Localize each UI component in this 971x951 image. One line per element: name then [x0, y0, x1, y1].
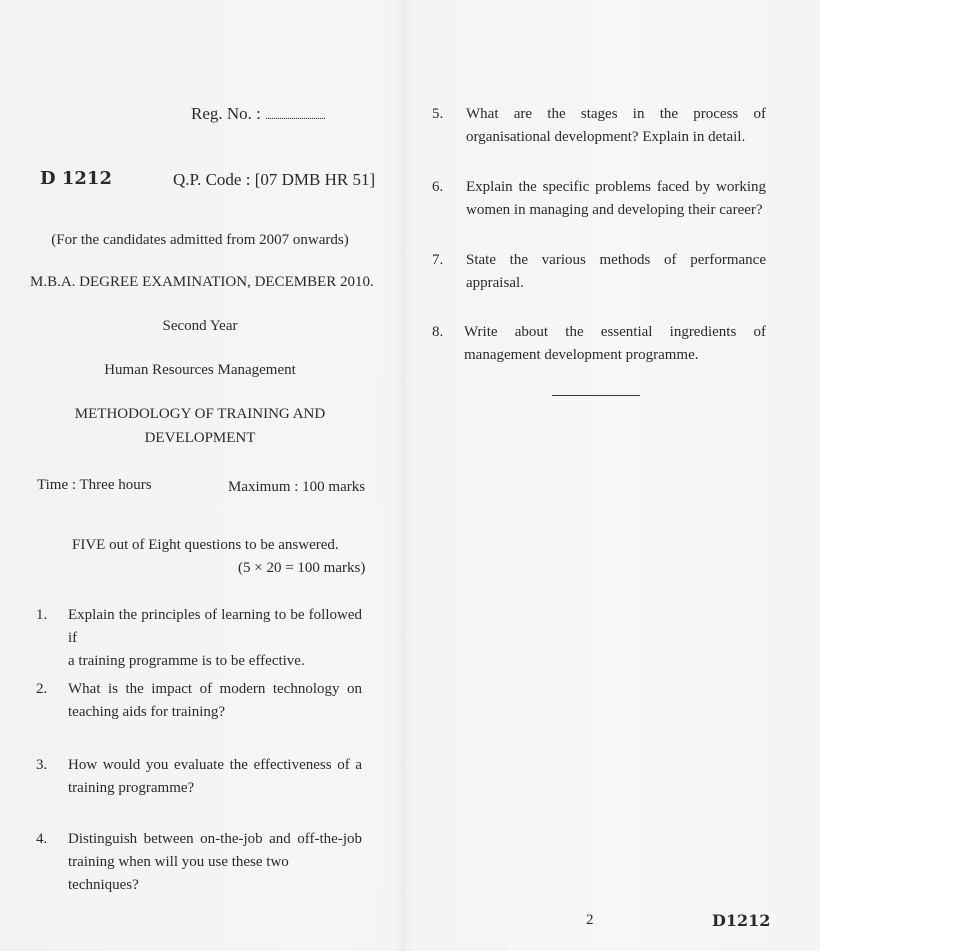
specialization: Human Resources Management	[104, 362, 296, 378]
max-marks: Maximum : 100 marks	[228, 479, 366, 495]
question-text-line: management development programme.	[464, 347, 699, 363]
exam-title: M.B.A. DEGREE EXAMINATION, DECEMBER 2010.	[30, 274, 374, 290]
question-text-line: a training programme is to be effective.	[68, 653, 305, 669]
question-number: 4.	[36, 831, 48, 847]
question-8	[432, 321, 766, 369]
reg-no	[191, 104, 325, 124]
question-3	[36, 754, 362, 802]
question-4	[36, 828, 362, 893]
question-number: 3.	[36, 757, 48, 773]
question-number: 7.	[432, 252, 444, 268]
question-6	[432, 176, 766, 224]
paper-code: D 1212	[40, 168, 112, 189]
question-2	[36, 678, 362, 726]
reg-no-dots: ..............................	[265, 111, 326, 122]
page-number: 2	[586, 912, 594, 928]
end-of-paper-rule	[552, 395, 640, 396]
reg-no-label: Reg. No. :	[191, 104, 261, 123]
subject-line-2: DEVELOPMENT	[144, 430, 256, 446]
question-number: 2.	[36, 681, 48, 697]
question-number: 8.	[432, 324, 444, 340]
page-fold-shadow	[396, 0, 410, 951]
question-text-line: What is the impact of modern technology on	[68, 681, 362, 697]
candidates-note: (For the candidates admitted from 2007 onwards)	[51, 232, 349, 248]
exam-time: Time : Three hours	[37, 477, 152, 493]
question-number: 5.	[432, 106, 444, 122]
question-text-line: What are the stages in the process of	[466, 106, 766, 122]
exam-year: Second Year	[162, 318, 238, 334]
question-text-line: appraisal.	[466, 275, 524, 291]
question-number: 1.	[36, 607, 48, 623]
question-text-line: State the various methods of performance	[466, 252, 766, 268]
question-text-line: Distinguish between on-the-job and off-the-job	[68, 831, 362, 847]
marks-scheme: (5 × 20 = 100 marks)	[238, 560, 366, 576]
footer-paper-code: D1212	[712, 911, 771, 930]
question-text-line: training programme?	[68, 780, 195, 796]
question-text-line: How would you evaluate the effectiveness of a	[68, 757, 362, 773]
question-text-line: training when will you use these two techniques?	[68, 854, 289, 893]
subject-line-1: METHODOLOGY OF TRAINING AND	[74, 406, 326, 422]
instruction: FIVE out of Eight questions to be answered.	[72, 537, 339, 553]
question-1	[36, 604, 362, 669]
question-text-line: Write about the essential ingredients of	[464, 324, 766, 340]
question-number: 6.	[432, 179, 444, 195]
question-5	[432, 103, 766, 151]
question-7	[432, 249, 766, 297]
question-text-line: women in managing and developing their career?	[466, 202, 763, 218]
qp-code: Q.P. Code : [07 DMB HR 51]	[173, 170, 376, 189]
question-text-line: organisational development? Explain in detail.	[466, 129, 746, 145]
question-text-line: Explain the specific problems faced by working	[466, 179, 766, 195]
question-text-line: Explain the principles of learning to be followed if	[68, 607, 362, 646]
question-text-line: teaching aids for training?	[68, 704, 226, 720]
